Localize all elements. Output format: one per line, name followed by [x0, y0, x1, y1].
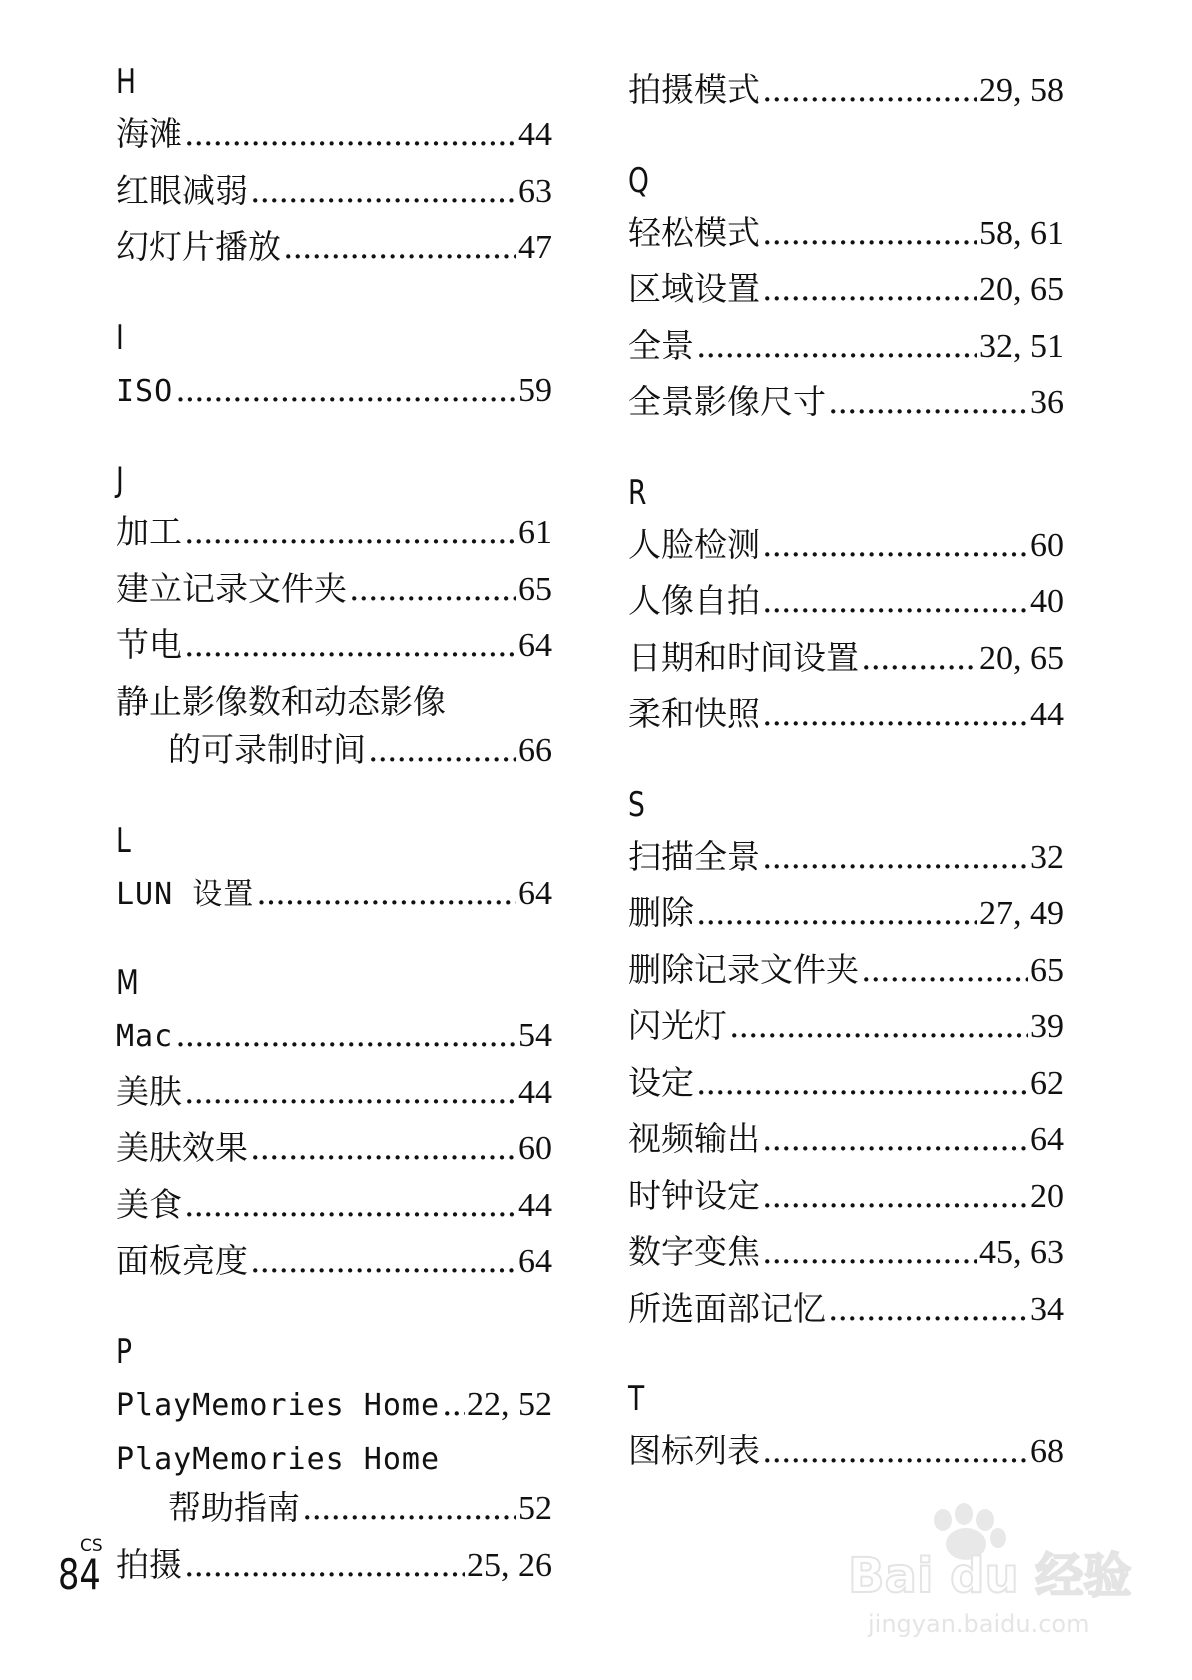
- page-reference: 44: [518, 1073, 552, 1111]
- index-term: Mac: [116, 1019, 174, 1054]
- dot-leader: [762, 1423, 1028, 1480]
- page-reference: 66: [518, 731, 552, 769]
- page-reference: 45, 63: [979, 1234, 1064, 1271]
- page-reference: 63: [518, 172, 552, 210]
- index-entry: [628, 829, 1064, 886]
- page-reference: 59: [518, 371, 552, 409]
- page-reference: 44: [1030, 696, 1064, 733]
- section-gap: [116, 418, 552, 456]
- page-reference: 58, 61: [979, 214, 1064, 252]
- index-entry: [628, 885, 1064, 942]
- index-letter-heading: I: [116, 317, 124, 358]
- index-term: 全景: [628, 325, 694, 365]
- page-reference: 20, 65: [979, 271, 1064, 308]
- index-entry: [116, 219, 552, 276]
- dot-leader: [302, 1484, 516, 1532]
- dot-leader: [762, 261, 977, 318]
- index-letter-heading: Q: [628, 160, 649, 201]
- page-reference: 32, 51: [979, 327, 1064, 365]
- section-gap: [628, 1337, 1064, 1375]
- index-letter-heading: S: [628, 784, 645, 825]
- index-letter-heading: P: [116, 1331, 133, 1372]
- section-gap: [116, 1290, 552, 1328]
- index-entry: [628, 630, 1064, 687]
- section-gap: [116, 779, 552, 817]
- index-entry: [628, 998, 1064, 1055]
- page-reference: 25, 26: [467, 1547, 552, 1584]
- dot-leader: [762, 1111, 1028, 1168]
- page-reference: 64: [518, 1243, 552, 1280]
- dot-leader: [250, 1233, 516, 1290]
- index-entry: [628, 942, 1064, 999]
- index-entry: [628, 517, 1064, 574]
- index-term: 美肤: [116, 1071, 182, 1111]
- dot-leader: [283, 219, 516, 276]
- index-term: 节电: [116, 625, 182, 664]
- index-term: 所选面部记忆: [628, 1288, 826, 1328]
- index-term: 拍摄模式: [628, 70, 760, 109]
- page-reference: 61: [518, 514, 552, 551]
- index-entry: [116, 1007, 552, 1064]
- index-term: 柔和快照: [628, 694, 760, 733]
- dot-leader: [184, 1064, 516, 1121]
- index-term: 海滩: [116, 114, 182, 153]
- page-reference: 60: [1030, 526, 1064, 564]
- index-term: 静止影像数和动态影像: [116, 681, 446, 721]
- page-reference: 64: [518, 627, 552, 664]
- index-term: 图标列表: [628, 1431, 760, 1470]
- section-gap: [116, 276, 552, 314]
- index-entry: [628, 1168, 1064, 1225]
- dot-leader: [729, 998, 1028, 1055]
- index-term: 删除: [628, 893, 694, 932]
- page-reference: 20, 65: [979, 639, 1064, 677]
- index-term: 建立记录文件夹: [116, 568, 347, 608]
- index-entry: [116, 163, 552, 220]
- index-entry: [628, 1423, 1064, 1480]
- index-entry: [628, 686, 1064, 743]
- index-column-right: [628, 62, 1064, 1480]
- page-reference: 34: [1030, 1290, 1064, 1328]
- page-reference: 22, 52: [467, 1385, 552, 1423]
- index-entry: [116, 504, 552, 561]
- dot-leader: [696, 1055, 1028, 1112]
- index-term: 的可录制时间: [168, 729, 366, 769]
- index-entry: [628, 1055, 1064, 1112]
- index-term: 设定: [628, 1062, 694, 1102]
- page-reference: 27, 49: [979, 895, 1064, 932]
- page-reference: 60: [518, 1130, 552, 1167]
- index-term: PlayMemories Home: [116, 1387, 441, 1423]
- dot-leader: [762, 1224, 977, 1281]
- index-entry: [628, 1281, 1064, 1338]
- section-gap: [628, 119, 1064, 157]
- index-term: 美肤效果: [116, 1128, 248, 1167]
- dot-leader: [250, 163, 516, 220]
- dot-leader: [762, 1168, 1028, 1225]
- page-reference: 68: [1030, 1433, 1064, 1470]
- index-letter-heading: J: [116, 460, 124, 500]
- index-term: 全景影像尺寸: [628, 382, 826, 421]
- dot-leader: [184, 106, 516, 163]
- page-reference: 39: [1030, 1008, 1064, 1045]
- section-gap: [628, 431, 1064, 469]
- index-entry: [628, 318, 1064, 375]
- index-term: 面板亮度: [116, 1241, 248, 1280]
- dot-leader: [184, 1177, 516, 1234]
- index-term: 数字变焦: [628, 1232, 760, 1271]
- index-letter-heading: L: [116, 820, 131, 861]
- dot-leader: [349, 561, 516, 618]
- index-term: PlayMemories Home: [116, 1442, 441, 1477]
- dot-leader: [175, 362, 516, 419]
- index-entry: [628, 205, 1064, 262]
- dot-leader: [368, 726, 516, 774]
- index-term: 区域设置: [628, 269, 760, 308]
- section-gap: [116, 921, 552, 959]
- dot-leader: [861, 942, 1028, 999]
- index-letter-heading: H: [116, 62, 136, 102]
- dot-leader: [762, 573, 1028, 630]
- index-entry: [116, 674, 552, 779]
- index-entry: [628, 62, 1064, 119]
- index-entry: [116, 1432, 552, 1537]
- page-reference: 40: [1030, 583, 1064, 620]
- page-reference: 32: [1030, 838, 1064, 876]
- dot-leader: [175, 1007, 516, 1064]
- page-reference: 44: [518, 1186, 552, 1224]
- page-reference: 52: [518, 1490, 552, 1527]
- dot-leader: [762, 517, 1028, 574]
- index-entry: [116, 1233, 552, 1290]
- index-term: 时钟设定: [628, 1175, 760, 1215]
- dot-leader: [861, 630, 977, 687]
- dot-leader: [762, 62, 977, 119]
- page-reference: 65: [1030, 951, 1064, 989]
- index-letter-heading: T: [628, 1379, 645, 1419]
- index-term: 扫描全景: [628, 836, 760, 876]
- dot-leader: [696, 318, 977, 375]
- dot-leader: [828, 374, 1028, 431]
- baidu-watermark: [848, 1500, 1168, 1650]
- index-term: 人脸检测: [628, 524, 760, 564]
- index-entry: [116, 561, 552, 618]
- index-term: 闪光灯: [628, 1006, 727, 1045]
- index-entry: [116, 1120, 552, 1177]
- index-term: 拍摄: [116, 1545, 182, 1584]
- page-reference: 47: [518, 229, 552, 266]
- index-entry: [116, 106, 552, 163]
- index-entry: [628, 1111, 1064, 1168]
- index-entry: [628, 1224, 1064, 1281]
- page-reference: 64: [1030, 1121, 1064, 1158]
- index-term: 幻灯片播放: [116, 227, 281, 266]
- index-entry: [116, 1376, 552, 1433]
- dot-leader: [442, 1376, 465, 1433]
- index-column-left: [116, 58, 552, 1594]
- dot-leader: [184, 504, 516, 561]
- watermark-brand: Bai du 经验: [848, 1548, 1132, 1604]
- page-reference: 65: [518, 570, 552, 608]
- page-language-code: CS: [80, 1536, 103, 1556]
- index-entry: [116, 617, 552, 674]
- index-entry: [116, 1177, 552, 1234]
- page-reference: 54: [518, 1017, 552, 1054]
- index-letter-heading: R: [628, 472, 647, 513]
- index-term: 轻松模式: [628, 212, 760, 252]
- index-entry: [628, 573, 1064, 630]
- index-term: 日期和时间设置: [628, 637, 859, 677]
- index-term: 美食: [116, 1184, 182, 1224]
- index-entry: [116, 362, 552, 419]
- dot-leader: [250, 1120, 516, 1177]
- dot-leader: [762, 205, 977, 262]
- index-term: ISO: [116, 373, 174, 409]
- index-term: 人像自拍: [628, 581, 760, 620]
- index-entry: [628, 261, 1064, 318]
- index-term: 帮助指南: [168, 1488, 300, 1527]
- page-reference: 20: [1030, 1177, 1064, 1215]
- index-term: LUN 设置: [116, 876, 255, 912]
- page-reference: 44: [518, 116, 552, 153]
- dot-leader: [762, 686, 1028, 743]
- dot-leader: [696, 885, 977, 942]
- index-entry: [628, 374, 1064, 431]
- index-entry: [116, 1537, 552, 1594]
- index-term: 红眼减弱: [116, 170, 248, 210]
- dot-leader: [762, 829, 1028, 886]
- dot-leader: [828, 1281, 1028, 1338]
- index-term: 删除记录文件夹: [628, 949, 859, 989]
- dot-leader: [256, 865, 516, 922]
- index-term: 视频输出: [628, 1119, 760, 1158]
- section-gap: [628, 743, 1064, 781]
- watermark-url: jingyan.baidu.com: [868, 1610, 1090, 1638]
- page-reference: 62: [1030, 1064, 1064, 1102]
- dot-leader: [184, 1537, 465, 1594]
- index-term: 加工: [116, 512, 182, 551]
- page-reference: 64: [518, 874, 552, 912]
- page-number: 84: [58, 1550, 101, 1599]
- dot-leader: [184, 617, 516, 674]
- page-reference: 29, 58: [979, 72, 1064, 109]
- index-entry: [116, 1064, 552, 1121]
- index-letter-heading: M: [116, 963, 139, 1003]
- page-reference: 36: [1030, 384, 1064, 421]
- index-entry: [116, 865, 552, 922]
